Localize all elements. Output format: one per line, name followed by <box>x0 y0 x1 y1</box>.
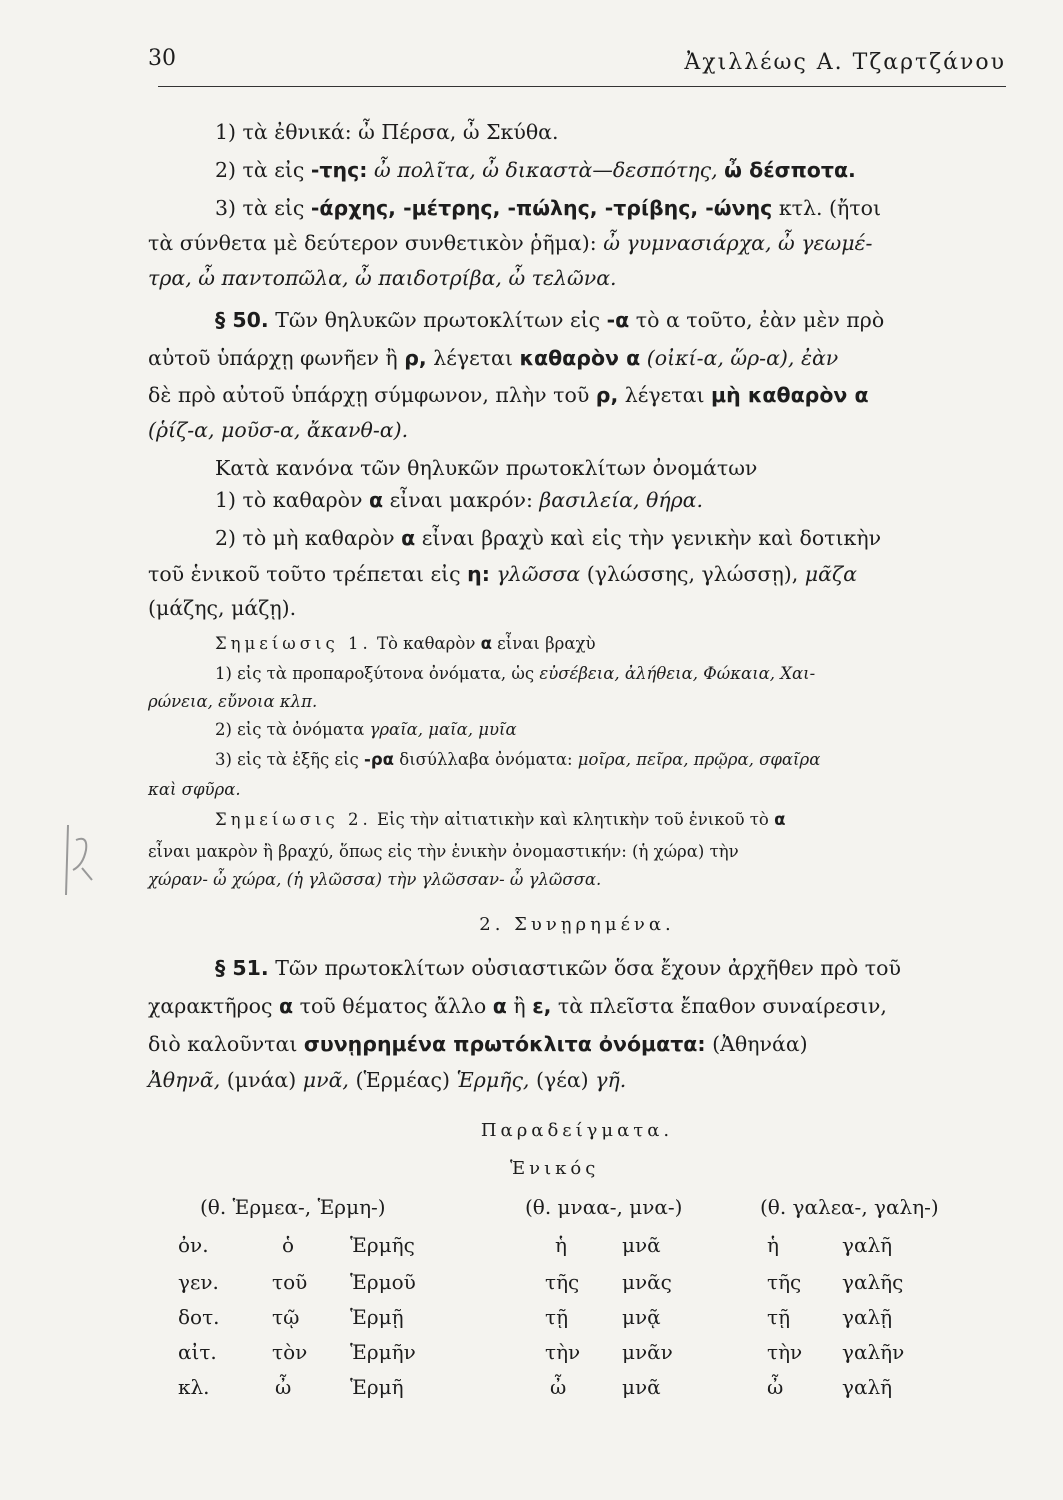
margin-scribble <box>58 820 98 900</box>
text-line: δὲ πρὸ αὐτοῦ ὑπάρχῃ σύμφωνον, πλὴν τοῦ ρ, λέγεται μὴ καθαρὸν α <box>148 383 869 407</box>
text-line: χαρακτῆρος α τοῦ θέματος ἄλλο α ἢ ε, τὰ πλεῖστα ἔπαθον συναίρεσιν, <box>148 994 887 1018</box>
text-line: 2) τὸ μὴ καθαρὸν α εἶναι βραχὺ καὶ εἰς τὴν γενικὴν καὶ δοτικὴν <box>215 526 882 550</box>
text-line: 1) τὰ ἐθνικά: ὦ Πέρσα, ὦ Σκύθα. <box>215 120 559 144</box>
section-50-heading: § 50. Τῶν θηλυκῶν πρωτοκλίτων εἰς -α τὸ α τοῦτο, ἐὰν μὲν πρὸ <box>215 308 885 332</box>
table-row: κλ. ὦ Ἑρμῆ ὦ μνᾶ ὦ γαλῆ <box>178 1375 893 1399</box>
enikos-heading: Ἑνικός <box>510 1158 600 1179</box>
text-line: Ἀθηνᾶ, (μνάα) μνᾶ, (Ἑρμέας) Ἑρμῆς, (γέα) γῆ. <box>148 1068 627 1092</box>
case-label: γεν. <box>178 1270 219 1294</box>
column-header: (θ. γαλεα-, γαλη-) <box>760 1195 939 1219</box>
note-line: ρώνεια, εὔνοια κλπ. <box>148 692 318 711</box>
page-header <box>148 38 1006 98</box>
note-line: εἶναι μακρὸν ἢ βραχύ, ὅπως εἰς τὴν ἑνικὴν ὀνομαστικήν: (ἡ χώρα) τὴν <box>148 842 739 861</box>
case-label: ὀν. <box>178 1233 209 1257</box>
paradeigmata-heading: Παραδείγματα. <box>480 1120 674 1141</box>
note-line: χώραν- ὦ χώρα, (ἡ γλῶσσα) τὴν γλῶσσαν- ὦ γλῶσσα. <box>148 870 602 889</box>
text-line: τοῦ ἑνικοῦ τοῦτο τρέπεται εἰς η: γλῶσσα (γλώσσης, γλώσσῃ), μᾶζα <box>148 562 857 586</box>
table-row: γεν. τοῦ Ἑρμοῦ τῆς μνᾶς τῆς γαλῆς <box>178 1270 904 1294</box>
subsection-heading: 2. Συνῃρημένα. <box>479 914 675 935</box>
table-row: ὀν. ὁ Ἑρμῆς ἡ μνᾶ ἡ γαλῆ <box>178 1233 893 1257</box>
text-line: Κατὰ κανόνα τῶν θηλυκῶν πρωτοκλίτων ὀνομάτων <box>215 456 758 480</box>
section-51-heading: § 51. Τῶν πρωτοκλίτων οὐσιαστικῶν ὅσα ἔχουν ἀρχῆθεν πρὸ τοῦ <box>215 956 901 980</box>
table-row: αἰτ. τὸν Ἑρμῆν τὴν μνᾶν τὴν γαλῆν <box>178 1340 905 1364</box>
case-label: κλ. <box>178 1375 210 1399</box>
table-row: δοτ. τῷ Ἑρμῇ τῇ μνᾷ τῇ γαλῇ <box>178 1305 893 1329</box>
text-line: τὰ σύνθετα μὲ δεύτερον συνθετικὸν ῥῆμα): ὦ γυμνασιάρχα, ὦ γεωμέ- <box>148 231 873 255</box>
text-line: 2) τὰ εἰς -της: ὦ πολῖτα, ὦ δικαστὰ—δεσπότης, ὦ δέσποτα. <box>215 158 856 182</box>
note-1-heading: Σημείωσις 1. Τὸ καθαρὸν α εἶναι βραχὺ <box>215 634 596 653</box>
column-header: (θ. μναα-, μνα-) <box>525 1195 683 1219</box>
text-line: 3) τὰ εἰς -άρχης, -μέτρης, -πώλης, -τρίβης, -ώνης κτλ. (ἤτοι <box>215 196 882 220</box>
text-line: 1) τὸ καθαρὸν α εἶναι μακρόν: βασιλεία, θήρα. <box>215 488 704 512</box>
text-line: διὸ καλοῦνται συνῃρημένα πρωτόκλιτα ὀνόματα: (Ἀθηνάα) <box>148 1032 808 1056</box>
note-line: καὶ σφῦρα. <box>148 780 241 799</box>
note-line: 1) εἰς τὰ προπαροξύτονα ὀνόματα, ὡς εὐσέβεια, ἀλήθεια, Φώκαια, Χαι- <box>215 664 816 683</box>
text-line: αὐτοῦ ὑπάρχῃ φωνῆεν ἢ ρ, λέγεται καθαρὸν α (οἰκί-α, ὥρ-α), ἐὰν <box>148 346 839 370</box>
header-rule <box>158 86 1006 87</box>
text-line: τρα, ὦ παντοπῶλα, ὦ παιδοτρίβα, ὦ τελῶνα. <box>148 266 617 290</box>
column-header: (θ. Ἑρμεα-, Ἑρμη-) <box>200 1195 386 1219</box>
note-2-heading: Σημείωσις 2. Εἰς τὴν αἰτιατικὴν καὶ κλητικὴν τοῦ ἑνικοῦ τὸ α <box>215 810 786 829</box>
case-label: δοτ. <box>178 1305 220 1329</box>
case-label: αἰτ. <box>178 1340 217 1364</box>
text-line: (ῥίζ-α, μοῦσ-α, ἄκανθ-α). <box>148 418 409 442</box>
text-line: (μάζης, μάζῃ). <box>148 596 297 620</box>
table-header-row <box>170 1195 970 1225</box>
note-line: 2) εἰς τὰ ὀνόματα γραῖα, μαῖα, μυῖα <box>215 720 517 739</box>
note-line: 3) εἰς τὰ ἑξῆς εἰς -ρα δισύλλαβα ὀνόματα: μοῖρα, πεῖρα, πρῷρα, σφαῖρα <box>215 750 821 769</box>
running-head: Ἀχιλλέως Α. Τζαρτζάνου <box>684 50 1006 75</box>
page-number: 30 <box>148 46 176 71</box>
